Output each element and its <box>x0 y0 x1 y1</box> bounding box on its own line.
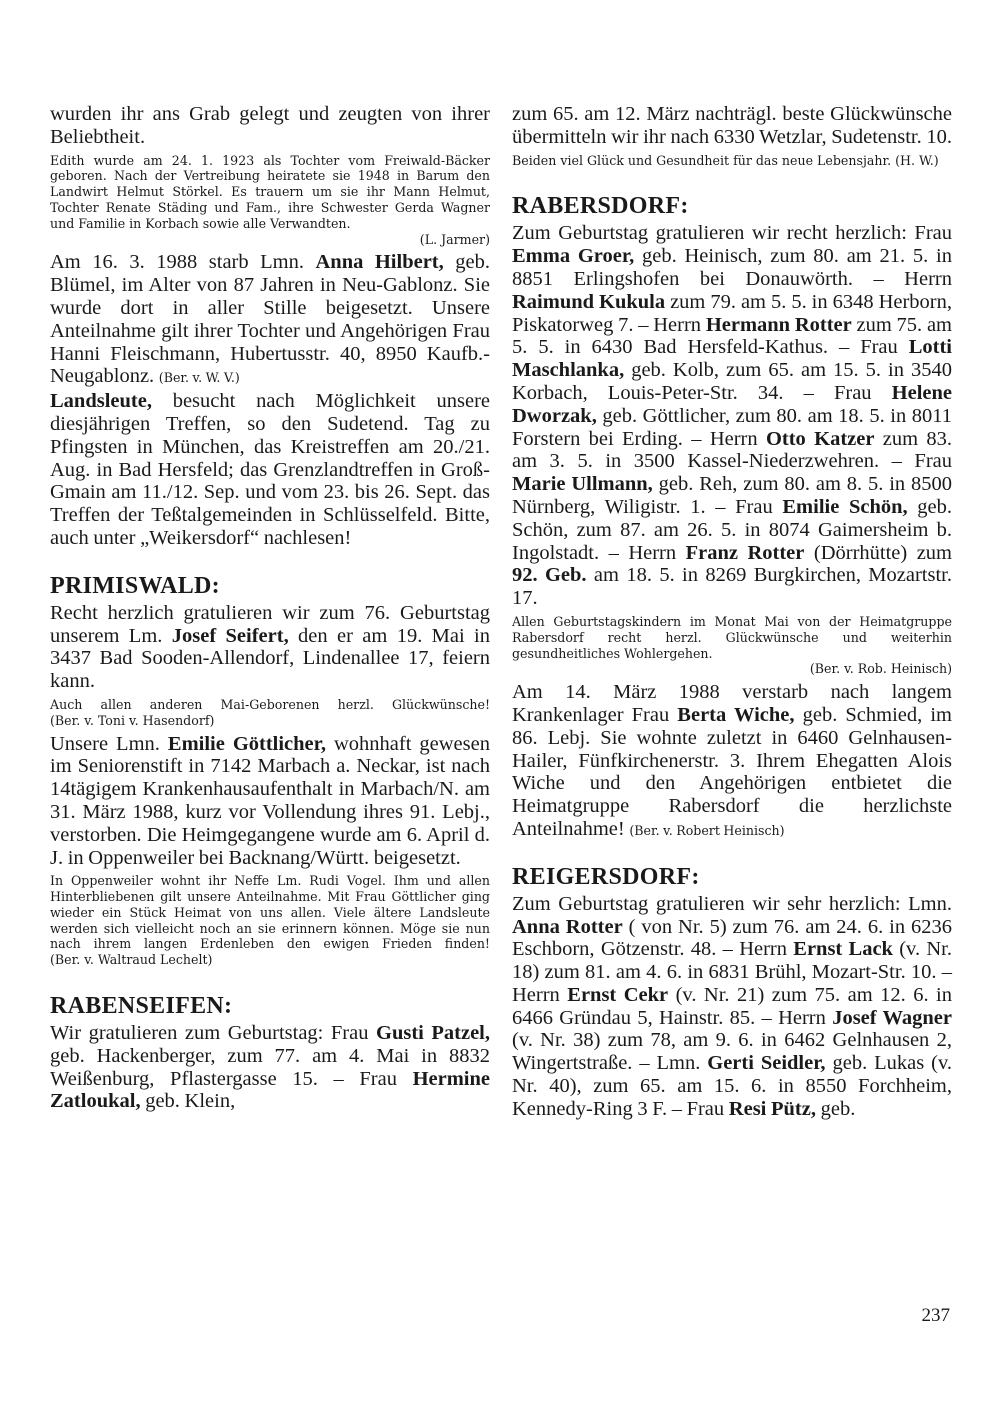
note-text: In Oppenweiler wohnt ihr Neffe Lm. Rudi Vogel. Ihm und allen Hinterbliebenen gilt unsere Anteilnahme. Mit Frau Göttlicher ging wieder ein Stück Heimat von uns allen. Viele ältere Landsleute werden sich vielleicht noch an sie erinnern können. Möge sie nun nach ihrem langen Erdenleben den ewigen Frieden finden! <box>50 873 490 952</box>
person-name: Hermine Zatloukal, <box>50 1067 490 1113</box>
person-name: Gusti Patzel, <box>376 1022 490 1045</box>
person-name: Josef Wagner <box>832 1006 952 1029</box>
text-segment: besucht nach Möglichkeit unsere diesjährigen Treffen, so den Sudetend. Tag zu Pfingsten in München, das Kreistreffen am 20./21. Aug. in Bad Hersfeld; das Grenzlandtreffen in Groß-Gmain am 11./12. Sep. und vom 23. bis 26. Sept. das Treffen der Teßtalgemeinden in Schlüsselfeld. Bitte, auch unter „Weikersdorf“ nachlesen! <box>50 390 490 549</box>
text-segment: zum 75. am 5. 5. in 6430 Bad Hersfeld-Kathus. – Frau <box>512 313 952 359</box>
text-segment: geb. Klein, <box>140 1090 236 1113</box>
note-text: Auch allen anderen Mai-Geborenen herzl. Glückwünsche! <box>50 696 490 712</box>
section-heading-reigersdorf: REIGERSDORF: <box>512 863 700 890</box>
report-credit: (L. Jarmer) <box>419 231 490 247</box>
person-name: Ernst Lack <box>793 938 893 961</box>
obituary-berta-wiche <box>512 681 952 841</box>
report-credit: (Ber. v. Waltraud Lechelt) <box>50 952 213 968</box>
text-segment: (v. Nr. 21) zum 75. am 12. 6. in 6466 Gründau 5, Hainstr. 85. – Herrn <box>512 983 952 1029</box>
note-text: Edith wurde am 24. 1. 1923 als Tochter vom Freiwald-Bäcker geboren. Nach der Vertreibung heiratete sie 1948 in Barum den Landwirt Helmut Störkel. Es trauern um sie ihr Mann Helmut, Tochter Renate Städing und Fam., ihre Schwester Gerda Wagner und Familie in Korbach sowie alle Verwandten. <box>50 152 490 231</box>
text-segment: Recht herzlich gratulieren wir zum 76. Geburtstag unserem Lm. <box>50 601 490 647</box>
text-segment: geb. Göttlicher, zum 80. am 18. 5. in 8011 Forstern bei Erding. – Herrn <box>512 404 952 450</box>
text-segment: zum 79. am 5. 5. in 6348 Herborn, Piskatorweg 7. – Herrn <box>512 290 953 336</box>
text-segment: (Dörrhütte) zum <box>804 541 952 564</box>
page-number: 237 <box>921 1305 950 1326</box>
text-segment: geb. Lukas (v. Nr. 40), zum 65. am 15. 6. in 8550 Forchheim, Kennedy-Ring 3 F. – Frau <box>512 1052 952 1120</box>
person-name: Ernst Cekr <box>567 983 669 1006</box>
lead-word: Landsleute, <box>50 390 152 413</box>
person-name: Anna Hilbert, <box>315 251 444 274</box>
birthday-note <box>50 697 490 729</box>
birthday-rabenseifen <box>50 1022 490 1113</box>
person-name: Resi Pütz, <box>728 1097 816 1120</box>
birthday-note <box>512 153 952 169</box>
continuation-paragraph: wurden ihr ans Grab gelegt und zeugten von ihrer Beliebtheit. <box>50 103 490 148</box>
text-segment: geb. Heinisch, zum 80. am 21. 5. in 8851 Erlingshofen bei Donauwörth. – Herrn <box>512 245 952 290</box>
note-text: Allen Geburtstagskindern im Monat Mai von der Heimatgruppe Rabersdorf recht herzl. Glückwünsche und weiterhin gesundheitliches Wohlergehen. <box>512 613 952 661</box>
text-segment: (v. Nr. 38) zum 78, am 9. 6. in 6462 Gelnhausen 2, Wingertstraße. – Lmn. <box>512 1029 952 1075</box>
text-segment: Wir gratulieren zum Geburtstag: Frau <box>50 1022 376 1045</box>
text-segment: am 18. 5. in 8269 Burgkirchen, Mozartstr. 17. <box>512 564 952 610</box>
obituary-emilie-goettlicher <box>50 733 490 870</box>
meetings-announcement <box>50 390 490 550</box>
person-name: Emilie Göttlicher, <box>167 732 326 755</box>
person-name: Anna Rotter <box>512 915 623 938</box>
text-segment: geb. Hackenberger, zum 77. am 4. Mai in 8832 Weißenburg, Pflastergasse 15. – Frau <box>50 1044 490 1090</box>
person-name: Marie Ullmann, <box>512 473 653 496</box>
report-credit: (Ber. v. Rob. Heinisch) <box>809 661 952 677</box>
text-segment: Zum Geburtstag gratulieren wir sehr herzlich: Lmn. <box>512 892 952 915</box>
birthday-josef-seifert <box>50 602 490 693</box>
person-name: Hermann Rotter <box>705 313 852 336</box>
person-name: Otto Katzer <box>765 427 875 450</box>
person-name: Franz Rotter <box>685 541 805 564</box>
text-segment: geb. Kolb, zum 65. am 15. 5. in 3540 Korbach, Louis-Peter-Str. 34. – Frau <box>512 359 952 404</box>
report-credit: (Ber. v. Robert Heinisch) <box>629 822 785 838</box>
section-heading-rabersdorf: RABERSDORF: <box>512 193 689 220</box>
text-segment: zum 83. am 3. 5. in 3500 Kassel-Niederzwehren. – Frau <box>512 427 953 473</box>
text-segment: den er am 19. Mai in 3437 Bad Sooden-Allendorf, Lindenallee 17, feiern kann. <box>50 624 491 693</box>
person-name: Lotti Maschlanka, <box>512 336 952 382</box>
report-credit: (Ber. v. Toni v. Hasendorf) <box>50 712 215 728</box>
person-name: Raimund Kukula <box>512 290 666 313</box>
left-column <box>50 103 490 1115</box>
text-segment: (v. Nr. 18) zum 81. am 4. 6. in 6831 Brühl, Mozart-Str. 10. – Herrn <box>512 938 952 1006</box>
section-heading-primiswald: PRIMISWALD: <box>50 572 220 599</box>
report-credit: (H. W.) <box>895 152 939 168</box>
person-name: Helene Dworzak, <box>512 381 952 427</box>
birthday-list-rabersdorf <box>512 222 952 610</box>
text-segment: Am 16. 3. 1988 starb Lmn. <box>50 251 316 274</box>
person-name: Emma Groer, <box>512 245 635 268</box>
obituary-note-goettlicher <box>50 873 490 968</box>
text-segment: ( von Nr. 5) zum 76. am 24. 6. in 6236 Eschborn, Götzenstr. 48. – Herrn <box>512 915 952 961</box>
right-column <box>512 103 952 1123</box>
text-segment: Zum Geburtstag gratulieren wir recht herzlich: Frau <box>512 222 952 245</box>
text-segment: geb. Blümel, im Alter von 87 Jahren in Neu-Gablonz. Sie wurde dort in aller Stille beigesetzt. Unsere Anteilnahme gilt ihrer Tochter und Angehörigen Frau Hanni Fleischmann, Hubertusstr. 40, 8950 Kaufb.-Neugablonz. <box>50 251 490 388</box>
person-name: Josef Seifert, <box>171 624 289 647</box>
person-name: Berta Wiche, <box>677 703 795 726</box>
person-name: Emilie Schön, <box>782 495 908 518</box>
text-segment: geb. Schmied, im 86. Lebj. Sie wohnte zuletzt in 6460 Gelnhausen-Hailer, Fünfkirchenerstr. 3. Ihrem Ehegatten Alois Wiche und den Angehörigen entbietet die Heimatgruppe Rabersdorf die herzlichste Anteilnahme! <box>512 703 952 840</box>
person-name: Gerti Seidler, <box>707 1052 826 1075</box>
obituary-note-edith <box>50 153 490 248</box>
text-segment: geb. <box>815 1097 856 1120</box>
text-segment: geb. Schön, zum 87. am 26. 5. in 8074 Gaimersheim b. Ingolstadt. – Herrn <box>512 495 952 564</box>
birthday-note <box>512 614 952 677</box>
text-segment: Am 14. März 1988 verstarb nach langem Krankenlager Frau <box>512 681 952 726</box>
continuation-paragraph: zum 65. am 12. März nachträgl. beste Glückwünsche übermitteln wir ihr nach 6330 Wetzlar, Sudetenstr. 10. <box>512 103 952 148</box>
birthday-list-reigersdorf <box>512 893 952 1121</box>
text-segment: Unsere Lmn. <box>50 732 168 755</box>
report-credit: (Ber. v. W. V.) <box>158 370 240 386</box>
age-highlight: 92. Geb. <box>512 564 587 587</box>
section-heading-rabenseifen: RABENSEIFEN: <box>50 993 233 1020</box>
text-segment: geb. Reh, zum 80. am 8. 5. in 8500 Nürnberg, Wiligistr. 1. – Frau <box>512 473 952 518</box>
note-text: Beiden viel Glück und Gesundheit für das neue Lebensjahr. <box>512 152 892 168</box>
text-segment: wohnhaft gewesen im Seniorenstift in 7142 Marbach a. Neckar, ist nach 14tägigem Krankenhausaufenthalt in Marbach/N. am 31. März 1988, kurz vor Vollendung ihres 91. Lebj., verstorben. Die Heimgegangene wurde am 6. April d. J. in Oppenweiler bei Backnang/Württ. beigesetzt. <box>50 732 490 869</box>
obituary-anna-hilbert <box>50 251 490 388</box>
